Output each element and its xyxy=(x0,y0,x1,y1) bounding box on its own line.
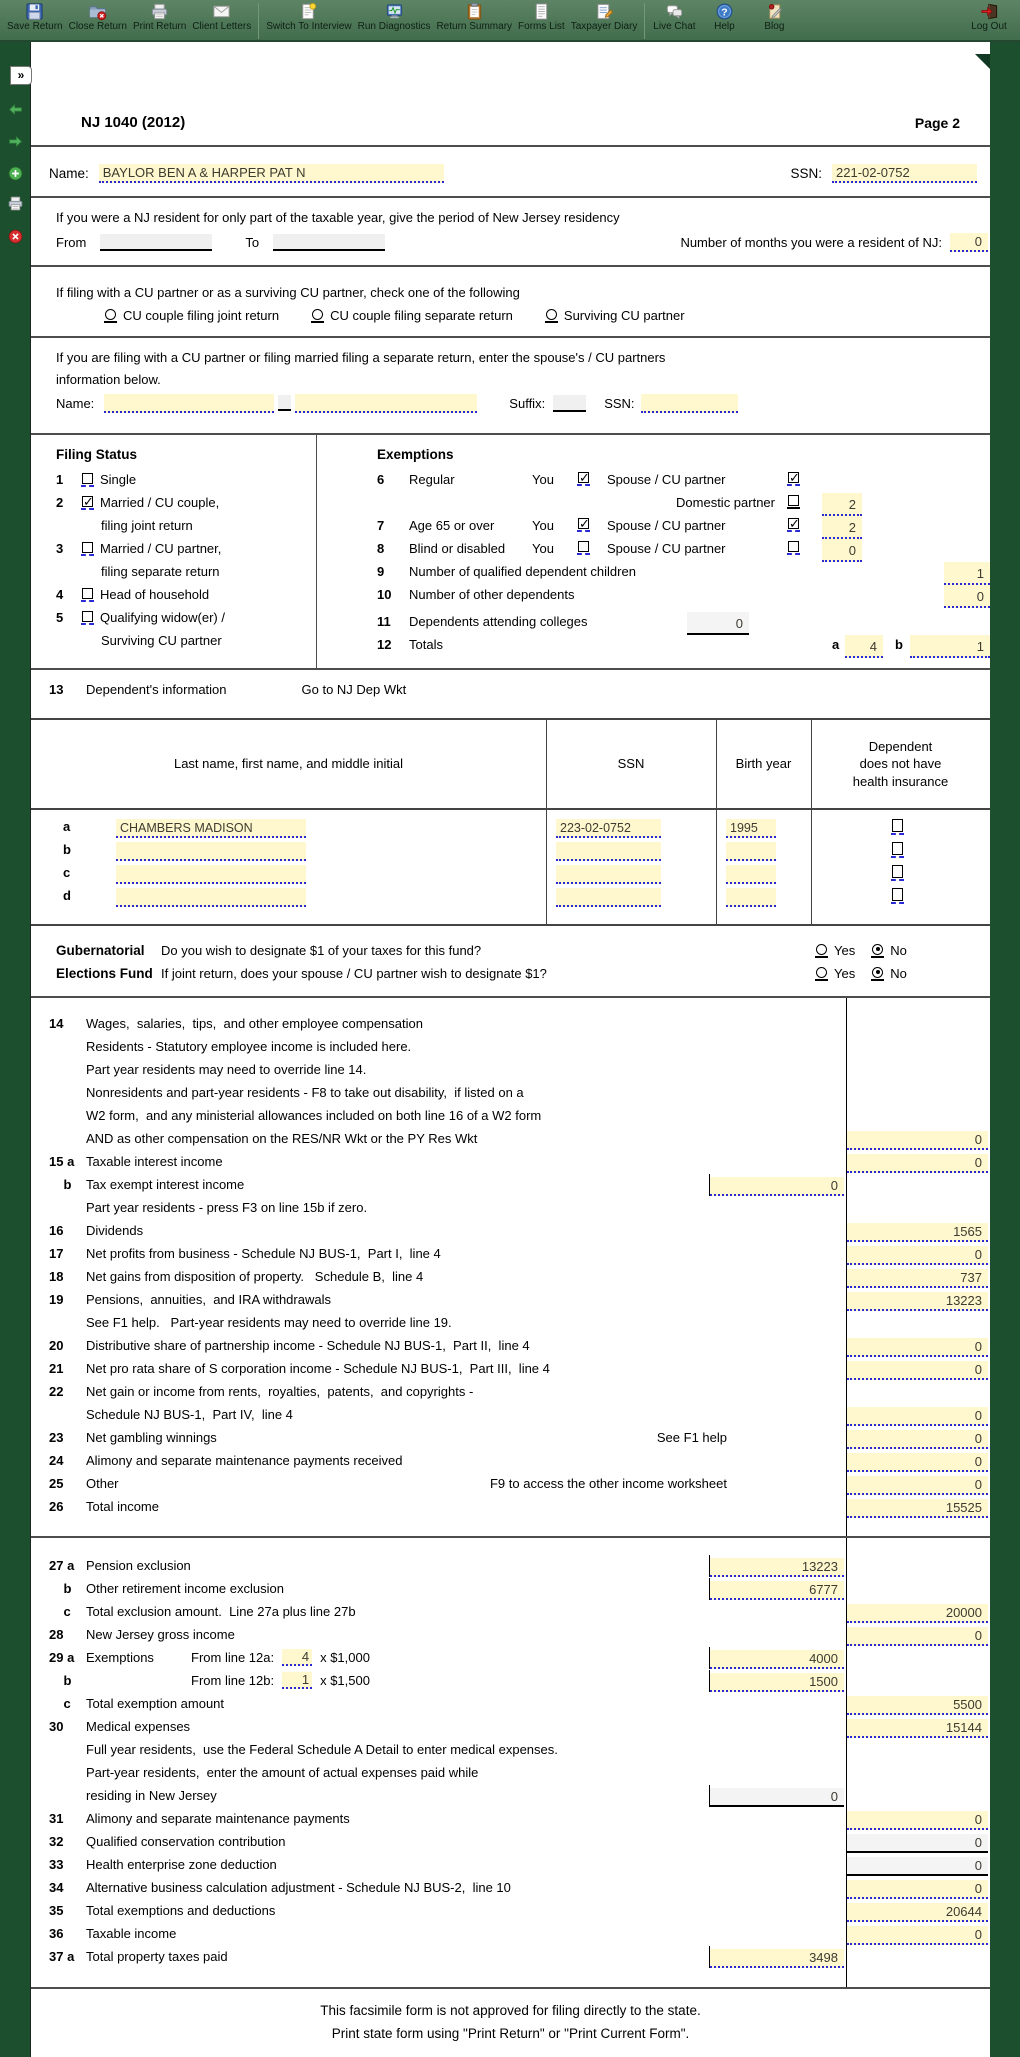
no-health-insurance-checkbox[interactable] xyxy=(892,865,903,878)
line-label: Exemptions xyxy=(86,1650,154,1665)
spouse-firstname-field[interactable] xyxy=(295,394,477,413)
income-row-cont4 xyxy=(31,1104,990,1127)
line-number: b xyxy=(49,1673,72,1688)
dependent-name-field[interactable] xyxy=(116,888,306,907)
line-number: 35 xyxy=(49,1903,64,1918)
filing-status-item-4: 4 Head of household xyxy=(56,587,210,602)
head-of-household-checkbox[interactable] xyxy=(82,588,93,599)
income-row-25 xyxy=(31,1472,990,1495)
blind-spouse-checkbox[interactable] xyxy=(788,541,799,552)
amount-field[interactable]: 6777 xyxy=(710,1581,844,1600)
line-label: Dividends xyxy=(86,1223,144,1238)
regular-spouse-checkbox[interactable] xyxy=(788,472,799,483)
line-label: Total exemption amount xyxy=(86,1696,225,1711)
dependents-rows xyxy=(31,810,990,909)
dependent-name-field[interactable]: CHAMBERS MADISON xyxy=(116,819,306,838)
amount-field[interactable]: 15525 xyxy=(847,1499,988,1518)
line-label: Nonresidents and part-year residents - F8 to take out disability, if listed on a xyxy=(86,1085,524,1100)
line-number: 25 xyxy=(49,1476,64,1491)
deductions-section xyxy=(31,1538,990,1989)
gub-q2-no-radio[interactable] xyxy=(872,967,883,978)
months-label: Number of months you were a resident of NJ: xyxy=(680,234,942,250)
amount-field[interactable]: 1565 xyxy=(847,1223,988,1242)
income-row-cont17 xyxy=(31,1403,990,1426)
blind-count-field[interactable]: 0 xyxy=(822,539,862,562)
deduction-row-37a xyxy=(31,1945,990,1968)
amount-field[interactable]: 0 xyxy=(847,1926,988,1945)
dep-wkt-link: Go to NJ Dep Wkt xyxy=(301,682,407,697)
forward-arrow-icon[interactable] xyxy=(7,133,24,150)
line-label: Tax exempt interest income xyxy=(86,1177,245,1192)
line-label: Alimony and separate maintenance payments received xyxy=(86,1453,403,1468)
deduction-row-c xyxy=(31,1692,990,1715)
line-label: residing in New Jersey xyxy=(86,1788,217,1803)
line-label: Taxable income xyxy=(86,1926,177,1941)
toolbar-button-blog[interactable]: Blog xyxy=(749,2,799,33)
line-label: Net gains from disposition of property. Schedule B, line 4 xyxy=(86,1269,424,1284)
no-health-insurance-checkbox[interactable] xyxy=(892,888,903,901)
line-label: Other retirement income exclusion xyxy=(86,1581,284,1596)
count-field[interactable]: 4 xyxy=(282,1649,312,1666)
close-icon xyxy=(88,2,107,21)
exemption-row-12: 12 Totals a 4 b 1 xyxy=(317,633,990,656)
line-number: 36 xyxy=(49,1926,64,1941)
line-number: 30 xyxy=(49,1719,64,1734)
toolbar-button-interview[interactable]: Switch To Interview xyxy=(263,2,354,33)
residency-to-field[interactable] xyxy=(273,234,385,251)
toolbar-separator xyxy=(644,3,645,39)
dependent-row-d xyxy=(31,886,990,909)
cu-joint-radio[interactable] xyxy=(105,309,116,320)
filing-status-exemptions-box xyxy=(31,435,990,670)
line-number: 26 xyxy=(49,1499,64,1514)
colleges-field[interactable]: 0 xyxy=(687,612,749,635)
dependent-name-field[interactable] xyxy=(116,865,306,884)
income-row-b xyxy=(31,1173,990,1196)
amount-field[interactable]: 737 xyxy=(847,1269,988,1288)
line-label: Residents - Statutory employee income is included here. xyxy=(86,1039,412,1054)
income-row-20 xyxy=(31,1334,990,1357)
amount-field[interactable]: 0 xyxy=(847,1407,988,1426)
toolbar-button-save[interactable]: Save Return xyxy=(4,2,66,33)
row-letter: d xyxy=(63,888,71,903)
deduction-row-35 xyxy=(31,1899,990,1922)
line-13: 13 Dependent's information Go to NJ Dep Wkt xyxy=(49,682,407,697)
deduction-row-cont10 xyxy=(31,1784,990,1807)
cu-separate-radio[interactable] xyxy=(312,309,323,320)
gub-q1-no-radio[interactable] xyxy=(872,944,883,955)
line-label: Alternative business calculation adjustment - Schedule NJ BUS-2, line 10 xyxy=(86,1880,511,1895)
totals-b-field[interactable]: 1 xyxy=(910,635,990,658)
amount-field[interactable]: 5500 xyxy=(847,1696,988,1715)
name-label: Name: xyxy=(49,166,89,181)
line-label: Part-year residents, enter the amount of actual expenses paid while xyxy=(86,1765,479,1780)
line-number: 22 xyxy=(49,1384,64,1399)
toolbar-button-print[interactable]: Print Return xyxy=(130,2,189,33)
diagnostics-icon xyxy=(385,2,404,21)
taxpayer-name-row xyxy=(31,147,990,198)
dependent-row-a xyxy=(31,817,990,840)
exemption-row-8: 8 Blind or disabled You Spouse / CU partner 0 xyxy=(317,537,990,560)
line-number: 23 xyxy=(49,1430,64,1445)
line-label: W2 form, and any ministerial allowances included on both line 16 of a W2 form xyxy=(86,1108,542,1123)
sidebar xyxy=(0,42,30,2057)
income-row-cont8 xyxy=(31,1196,990,1219)
form-page xyxy=(30,42,990,2057)
age65-spouse-checkbox[interactable] xyxy=(788,518,799,529)
toolbar-button-logout[interactable]: Log Out xyxy=(964,2,1014,33)
line-number: 18 xyxy=(49,1269,64,1284)
dependent-row-c xyxy=(31,863,990,886)
dependent-ssn-field[interactable] xyxy=(556,888,661,907)
line-number: 16 xyxy=(49,1223,64,1238)
toolbar-button-forms[interactable]: Forms List xyxy=(515,2,568,33)
footer-line-1: This facsimile form is not approved for filing directly to the state. xyxy=(320,2003,701,2018)
diary-icon xyxy=(595,2,614,21)
residency-from-field[interactable] xyxy=(100,234,212,251)
line-label: Net profits from business - Schedule NJ BUS-1, Part I, line 4 xyxy=(86,1246,441,1261)
line-number: 37 a xyxy=(49,1949,75,1964)
footer xyxy=(31,1989,990,2045)
regular-count-field[interactable]: 2 xyxy=(822,493,862,516)
line-label: See F1 help. Part-year residents may need to override line 19. xyxy=(86,1315,452,1330)
toolbar-button-close[interactable]: Close Return xyxy=(66,2,130,33)
exemption-row-7: 7 Age 65 or over You ✓ Spouse / CU partner ✓ 2 xyxy=(317,514,990,537)
residency-section xyxy=(31,198,990,267)
income-row-cont5 xyxy=(31,1127,990,1150)
income-row-19 xyxy=(31,1288,990,1311)
line-label: Net gain or income from rents, royalties, patents, and copyrights - xyxy=(86,1384,474,1399)
line-label: Total exemptions and deductions xyxy=(86,1903,276,1918)
line-number: c xyxy=(49,1604,71,1619)
line-label: Total income xyxy=(86,1499,159,1514)
line-number: 14 xyxy=(49,1016,64,1031)
exemptions-column: Exemptions 6 Regular You ✓ Spouse / CU partner ✓ Domestic partner 2 7 Age 65 or over You ✓ Spouse / CU partner ✓ 2 8 Blind or disabled You Spouse / CU partner 0 9 Number of qualified dependent children 1 10 Number of other dependents 0 11 Dependents attending colleges 0 12 Totals a 4 b 1 xyxy=(316,435,990,668)
cu-option-joint[interactable]: CU couple filing joint return xyxy=(104,308,279,323)
income-row-14 xyxy=(31,1012,990,1035)
toolbar-button-diagnostics[interactable]: Run Diagnostics xyxy=(355,2,434,33)
income-row-cont2 xyxy=(31,1058,990,1081)
spouse-mi-field[interactable] xyxy=(278,395,291,411)
amount-field[interactable]: 13223 xyxy=(710,1558,844,1577)
toolbar xyxy=(0,0,1020,42)
domestic-partner-checkbox[interactable] xyxy=(788,495,799,506)
amount-field[interactable]: 0 xyxy=(847,1476,988,1495)
amount-field[interactable]: 0 xyxy=(847,1246,988,1265)
income-row-18 xyxy=(31,1265,990,1288)
amount-field[interactable]: 0 xyxy=(847,1834,988,1853)
filing-status-item-3: 3 Married / CU partner, xyxy=(56,541,222,556)
from-label: From xyxy=(56,234,87,250)
line-label: Net gambling winnings xyxy=(86,1430,217,1445)
line-label: Medical expenses xyxy=(86,1719,191,1734)
line-number: 17 xyxy=(49,1246,64,1261)
income-row-cont3 xyxy=(31,1081,990,1104)
ssn-field[interactable]: 221-02-0752 xyxy=(832,164,977,183)
spouse-ssn-field[interactable] xyxy=(641,394,738,413)
amount-field[interactable]: 13223 xyxy=(847,1292,988,1311)
line-label: Part year residents may need to override line 14. xyxy=(86,1062,367,1077)
amount-field[interactable]: 0 xyxy=(847,1857,988,1876)
save-icon xyxy=(25,2,44,21)
sidebar-expand-tab[interactable]: » xyxy=(10,66,32,85)
income-row-26 xyxy=(31,1495,990,1518)
dependent-ssn-field[interactable]: 223-02-0752 xyxy=(556,819,661,838)
amount-field[interactable]: 3498 xyxy=(710,1949,844,1968)
line-label: Pensions, annuities, and IRA withdrawals xyxy=(86,1292,331,1307)
line-label: Taxable interest income xyxy=(86,1154,223,1169)
spouse-lastname-field[interactable] xyxy=(104,394,274,413)
amount-field[interactable]: 0 xyxy=(847,1338,988,1357)
deduction-row-32 xyxy=(31,1830,990,1853)
filing-status-item-5: 5 Qualifying widow(er) / xyxy=(56,610,225,625)
amount-field[interactable]: 0 xyxy=(847,1453,988,1472)
line-label: Full year residents, use the Federal Schedule A Detail to enter medical expenses. xyxy=(86,1742,558,1757)
other-dependents-field[interactable]: 0 xyxy=(944,585,990,608)
footer-line-2: Print state form using "Print Return" or "Print Current Form". xyxy=(331,2026,690,2041)
deduction-row-cont9 xyxy=(31,1761,990,1784)
dependent-ssn-field[interactable] xyxy=(556,865,661,884)
income-row-16 xyxy=(31,1219,990,1242)
deduction-row-29a: 29 a Exemptions From line 12a: 4 x $1,000 4000 xyxy=(31,1646,990,1669)
name-field[interactable]: BAYLOR BEN A & HARPER PAT N xyxy=(99,164,444,183)
line-label: Alimony and separate maintenance payments xyxy=(86,1811,350,1826)
single-checkbox[interactable] xyxy=(82,473,93,484)
dependent-birthyear-field[interactable] xyxy=(726,888,776,907)
amount-field[interactable]: 15144 xyxy=(847,1719,988,1738)
line-label: Other xyxy=(86,1476,119,1491)
no-health-insurance-checkbox[interactable] xyxy=(892,819,903,832)
cu-surviving-radio[interactable] xyxy=(546,309,557,320)
age65-count-field[interactable]: 2 xyxy=(822,516,862,539)
deduction-row-cont8 xyxy=(31,1738,990,1761)
line-label: Distributive share of partnership income - Schedule NJ BUS-1, Part II, line 4 xyxy=(86,1338,530,1353)
form-header xyxy=(31,42,990,147)
row-letter: c xyxy=(63,865,71,880)
amount-field[interactable]: 0 xyxy=(847,1811,988,1830)
deduction-row-b: b From line 12b: 1 x $1,500 1500 xyxy=(31,1669,990,1692)
line-number: 29 a xyxy=(49,1650,75,1665)
line-label: Health enterprise zone deduction xyxy=(86,1857,277,1872)
dependent-birthyear-field[interactable] xyxy=(726,842,776,861)
print-icon xyxy=(150,2,169,21)
deduction-row-36 xyxy=(31,1922,990,1945)
age65-you-checkbox[interactable] xyxy=(578,518,589,529)
line-number: 21 xyxy=(49,1361,64,1376)
months-field[interactable]: 0 xyxy=(950,233,988,252)
amount-field[interactable]: 0 xyxy=(847,1880,988,1899)
gub-q1-yes-radio[interactable] xyxy=(816,944,827,955)
line-label: Qualified conservation contribution xyxy=(86,1834,286,1849)
cu-filing-section xyxy=(31,267,990,338)
close-icon[interactable] xyxy=(7,228,24,245)
to-label: To xyxy=(245,234,260,250)
line-note: F9 to access the other income worksheet xyxy=(489,1476,727,1491)
deduction-row-34 xyxy=(31,1876,990,1899)
filing-status-item-2: 2 ✓ Married / CU couple, xyxy=(56,491,316,514)
letters-icon xyxy=(212,2,231,21)
line-label: New Jersey gross income xyxy=(86,1627,235,1642)
amount-field[interactable]: 0 xyxy=(710,1177,844,1196)
income-row-23 xyxy=(31,1426,990,1449)
line-label: Part year residents - press F3 on line 15b if zero. xyxy=(86,1200,368,1215)
toolbar-separator xyxy=(258,3,259,39)
filing-status-item-1: 1 Single xyxy=(56,472,137,487)
no-health-insurance-checkbox[interactable] xyxy=(892,842,903,855)
amount-field[interactable]: 4000 xyxy=(710,1650,844,1669)
dependent-name-field[interactable] xyxy=(116,842,306,861)
income-row-17 xyxy=(31,1242,990,1265)
line-note: See F1 help xyxy=(656,1430,727,1445)
blind-you-checkbox[interactable] xyxy=(578,541,589,552)
line-number: 32 xyxy=(49,1834,64,1849)
line-number: c xyxy=(49,1696,71,1711)
logout-icon xyxy=(980,2,999,21)
deduction-row-30 xyxy=(31,1715,990,1738)
cu-option-surviving[interactable]: Surviving CU partner xyxy=(545,308,685,323)
amount-field[interactable]: 0 xyxy=(847,1131,988,1150)
count-field[interactable]: 1 xyxy=(282,1672,312,1689)
line-number: 20 xyxy=(49,1338,64,1353)
income-row-cont13 xyxy=(31,1311,990,1334)
income-row-15a xyxy=(31,1150,990,1173)
exemption-row-6: 6 Regular You ✓ Spouse / CU partner ✓ xyxy=(317,468,990,491)
deduction-row-27a xyxy=(31,1554,990,1577)
residency-text: If you were a NJ resident for only part of the taxable year, give the period of New Jersey residency xyxy=(56,210,620,225)
cu-option-separate[interactable]: CU couple filing separate return xyxy=(311,308,513,323)
exemption-row-11: 11 Dependents attending colleges 0 xyxy=(317,610,990,633)
line-number: 27 a xyxy=(49,1558,75,1573)
income-section xyxy=(31,998,990,1538)
spouse-name-label: Name: xyxy=(56,395,95,411)
dependents-table-header: Last name, first name, and middle initial SSN Birth year Dependent does not have health insurance xyxy=(31,720,990,810)
income-row-22 xyxy=(31,1380,990,1403)
deduction-row-b xyxy=(31,1577,990,1600)
amount-field[interactable]: 20000 xyxy=(847,1604,988,1623)
dependent-row-b xyxy=(31,840,990,863)
toolbar-button-diary[interactable]: Taxpayer Diary xyxy=(568,2,641,33)
married-separate-checkbox[interactable] xyxy=(82,542,93,553)
line-number: 34 xyxy=(49,1880,64,1895)
spouse-suffix-field[interactable] xyxy=(553,395,586,412)
dependent-ssn-field[interactable] xyxy=(556,842,661,861)
toolbar-button-chat[interactable]: Live Chat xyxy=(649,2,699,33)
amount-field[interactable]: 0 xyxy=(847,1361,988,1380)
row-letter: b xyxy=(63,842,71,857)
exemption-row-domestic: Domestic partner 2 xyxy=(317,491,990,514)
line-number: b xyxy=(49,1177,72,1192)
deduction-row-c xyxy=(31,1600,990,1623)
cu-heading: If filing with a CU partner or as a surviving CU partner, check one of the following xyxy=(56,285,520,300)
deduction-row-33 xyxy=(31,1853,990,1876)
income-row-21 xyxy=(31,1357,990,1380)
summary-icon xyxy=(465,2,484,21)
chat-icon xyxy=(665,2,684,21)
amount-field[interactable]: 0 xyxy=(847,1154,988,1173)
totals-a-field[interactable]: 4 xyxy=(845,635,883,658)
interview-icon xyxy=(299,2,318,21)
line-number: 24 xyxy=(49,1453,64,1468)
amount-field[interactable]: 0 xyxy=(847,1627,988,1646)
page-label: Page 2 xyxy=(914,115,960,131)
dependents-table xyxy=(31,718,990,926)
regular-you-checkbox[interactable] xyxy=(578,472,589,483)
forms-icon xyxy=(532,2,551,21)
toolbar-button-help[interactable]: Help xyxy=(699,2,749,33)
qualifying-widow-checkbox[interactable] xyxy=(82,611,93,622)
amount-field[interactable]: 20644 xyxy=(847,1903,988,1922)
ssn-label: SSN: xyxy=(790,166,822,181)
help-icon xyxy=(715,2,734,21)
line-number: b xyxy=(49,1581,72,1596)
line-label: Wages, salaries, tips, and other employee compensation xyxy=(86,1016,423,1031)
filing-status-column: Filing Status 1 Single 2 ✓ Married / CU couple, filing joint return 3 Married / CU partner, filing separate return 4 Head of household 5 Qualifying widow(er) / Surviving CU partner xyxy=(31,435,316,668)
income-row-24 xyxy=(31,1449,990,1472)
amount-field[interactable]: 1500 xyxy=(710,1673,844,1692)
toolbar-button-letters[interactable]: Client Letters xyxy=(189,2,254,33)
line-number: 15 a xyxy=(49,1154,75,1169)
line-label: Pension exclusion xyxy=(86,1558,191,1573)
suffix-label: Suffix: xyxy=(509,395,546,411)
gubernatorial-section: Gubernatorial Do you wish to designate $1 of your taxes for this fund? Yes No Elections Fund If joint return, does your spouse / CU partner wish to designate $1? Yes No xyxy=(31,926,990,998)
exemption-row-9: 9 Number of qualified dependent children 1 xyxy=(317,560,990,583)
gub-q2-yes-radio[interactable] xyxy=(816,967,827,978)
exemption-row-10: 10 Number of other dependents 0 xyxy=(317,583,990,606)
back-arrow-icon[interactable] xyxy=(7,101,24,118)
dependent-children-field[interactable]: 1 xyxy=(944,562,990,585)
line-number: 19 xyxy=(49,1292,64,1307)
line-label: Schedule NJ BUS-1, Part IV, line 4 xyxy=(86,1407,293,1422)
line-label: Net pro rata share of S corporation income - Schedule NJ BUS-1, Part III, line 4 xyxy=(86,1361,550,1376)
dependent-birthyear-field[interactable] xyxy=(726,865,776,884)
amount-field[interactable]: 0 xyxy=(710,1788,844,1807)
amount-field[interactable]: 0 xyxy=(847,1430,988,1449)
spouse-ssn-label: SSN: xyxy=(604,395,635,411)
form-title: NJ 1040 (2012) xyxy=(81,114,186,131)
add-icon[interactable] xyxy=(7,165,24,182)
dependent-birthyear-field[interactable]: 1995 xyxy=(726,819,776,838)
print-icon[interactable] xyxy=(7,195,24,212)
row-letter: a xyxy=(63,819,71,834)
line-label: Total property taxes paid xyxy=(86,1949,228,1964)
deduction-row-28 xyxy=(31,1623,990,1646)
line-label: Total exclusion amount. Line 27a plus line 27b xyxy=(86,1604,356,1619)
spouse-info-section: If you are filing with a CU partner or filing married filing a separate return, enter the spouse's / CU partners information below. Name: Suffix: SSN: xyxy=(31,338,990,435)
line-number: 31 xyxy=(49,1811,64,1826)
married-joint-checkbox[interactable] xyxy=(82,496,93,507)
line-number: 33 xyxy=(49,1857,64,1872)
blog-icon xyxy=(765,2,784,21)
deduction-row-31 xyxy=(31,1807,990,1830)
line-number: 28 xyxy=(49,1627,64,1642)
toolbar-button-summary[interactable]: Return Summary xyxy=(433,2,515,33)
income-row-cont1 xyxy=(31,1035,990,1058)
line-label: AND as other compensation on the RES/NR Wkt or the PY Res Wkt xyxy=(86,1131,478,1146)
